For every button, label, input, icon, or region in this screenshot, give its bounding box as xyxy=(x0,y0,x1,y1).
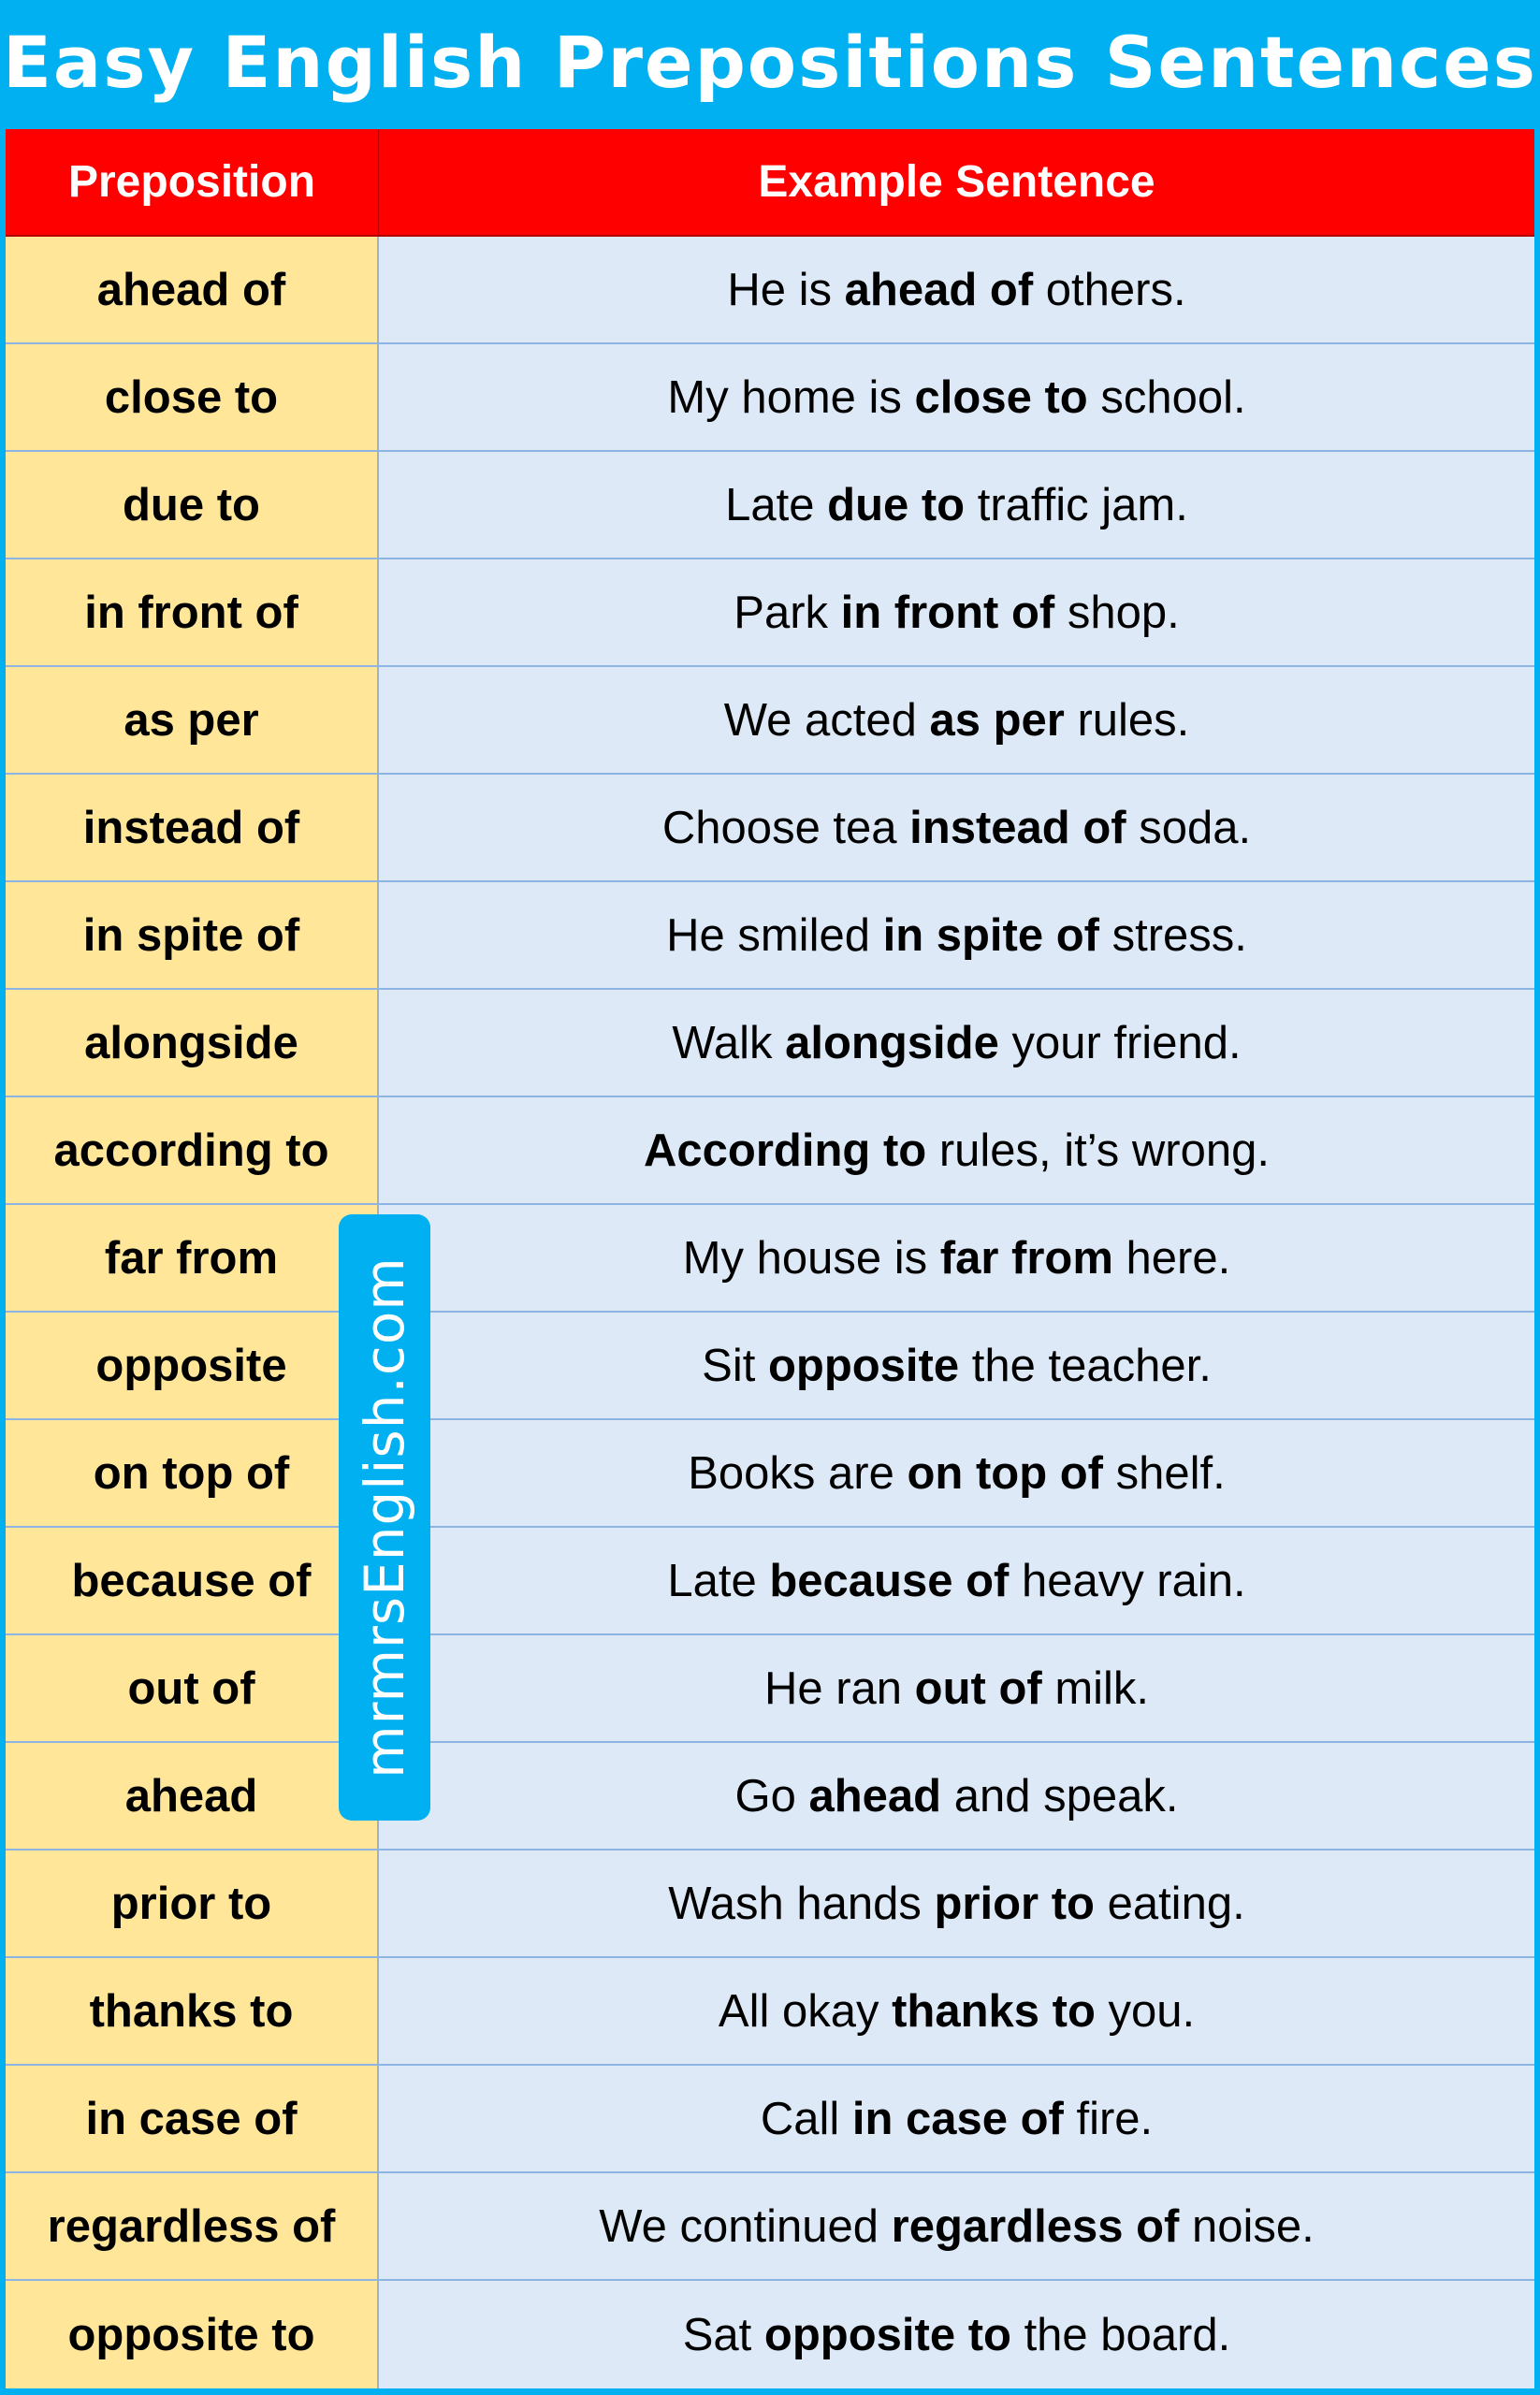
table-row xyxy=(6,2173,1534,2281)
preposition-cell: in front of xyxy=(6,559,379,665)
prepositions-table xyxy=(6,129,1534,2388)
watermark-badge xyxy=(339,1214,430,1821)
sentence-text-before: Sit xyxy=(702,1340,768,1391)
sentence-preposition-highlight: prior to xyxy=(934,1878,1095,1929)
sentence-text-after: the board. xyxy=(1010,2309,1231,2360)
table-row xyxy=(6,990,1534,1097)
sentence-text-after: heavy rain. xyxy=(1009,1555,1246,1606)
sentence-preposition-highlight: regardless of xyxy=(891,2200,1180,2252)
example-sentence-cell xyxy=(379,1743,1534,1849)
example-sentence-cell xyxy=(379,452,1534,558)
sentence-text-after: here. xyxy=(1112,1232,1231,1284)
example-sentence-cell xyxy=(379,2066,1534,2171)
sentence-preposition-highlight: instead of xyxy=(909,802,1126,853)
sentence-preposition-highlight: in case of xyxy=(851,2093,1064,2144)
watermark-text: mrmrsEnglish.com xyxy=(353,1256,417,1778)
sentence-text-after: soda. xyxy=(1126,802,1252,853)
sentence-preposition-highlight: because of xyxy=(769,1555,1010,1606)
table-row xyxy=(6,2066,1534,2173)
sentence-text-after: you. xyxy=(1095,1985,1196,2037)
sentence-text-after: and speak. xyxy=(941,1770,1179,1822)
preposition-cell: because of xyxy=(6,1528,379,1633)
preposition-cell: in spite of xyxy=(6,882,379,988)
example-sentence-cell xyxy=(379,2173,1534,2279)
example-sentence-cell xyxy=(379,882,1534,988)
sentence-text-after: fire. xyxy=(1063,2093,1154,2144)
preposition-cell: opposite xyxy=(6,1313,379,1418)
sentence-text-after: school. xyxy=(1087,371,1246,423)
table-row xyxy=(6,1420,1534,1528)
table-row xyxy=(6,1097,1534,1205)
column-header-example-sentence: Example Sentence xyxy=(758,157,1155,207)
table-row xyxy=(6,452,1534,559)
sentence-text-before: Call xyxy=(760,2093,852,2144)
sentence-text-before: He smiled xyxy=(666,909,883,961)
sentence-text-before: Books are xyxy=(688,1447,908,1499)
preposition-cell: due to xyxy=(6,452,379,558)
sentence-preposition-highlight: According to xyxy=(644,1125,927,1176)
sentence-preposition-highlight: ahead xyxy=(808,1770,942,1822)
preposition-cell: out of xyxy=(6,1635,379,1741)
example-sentence-cell xyxy=(379,559,1534,665)
preposition-cell: ahead of xyxy=(6,237,379,342)
sentence-text-after: shelf. xyxy=(1103,1447,1226,1499)
sentence-preposition-highlight: thanks to xyxy=(892,1985,1096,2037)
sentence-text-after: noise. xyxy=(1179,2200,1315,2252)
sentence-preposition-highlight: close to xyxy=(914,371,1088,423)
table-row xyxy=(6,1313,1534,1420)
sentence-text-after: rules. xyxy=(1064,694,1190,746)
example-sentence-cell xyxy=(379,667,1534,773)
preposition-cell: in case of xyxy=(6,2066,379,2171)
preposition-cell: prior to xyxy=(6,1851,379,1956)
sentence-text-after: eating. xyxy=(1094,1878,1245,1929)
title-band xyxy=(0,0,1540,129)
sentence-text-after: your friend. xyxy=(998,1017,1242,1068)
preposition-cell: instead of xyxy=(6,775,379,880)
page-title: Easy English Prepositions Sentences xyxy=(3,20,1537,104)
sentence-text-before: Wash hands xyxy=(668,1878,935,1929)
sentence-text-before: We acted xyxy=(723,694,930,746)
sentence-preposition-highlight: out of xyxy=(914,1662,1042,1714)
sentence-text-before: Late xyxy=(725,479,828,530)
table-row xyxy=(6,1635,1534,1743)
preposition-cell: on top of xyxy=(6,1420,379,1526)
sentence-text-after: stress. xyxy=(1098,909,1247,961)
table-row xyxy=(6,1205,1534,1313)
preposition-cell: far from xyxy=(6,1205,379,1311)
preposition-cell: regardless of xyxy=(6,2173,379,2279)
table-row xyxy=(6,1851,1534,1958)
table-row xyxy=(6,667,1534,775)
example-sentence-cell xyxy=(379,1097,1534,1203)
example-sentence-cell xyxy=(379,1958,1534,2064)
table-row xyxy=(6,1743,1534,1851)
sentence-preposition-highlight: on top of xyxy=(907,1447,1104,1499)
preposition-cell: according to xyxy=(6,1097,379,1203)
table-row xyxy=(6,559,1534,667)
column-header-preposition: Preposition xyxy=(6,129,379,235)
preposition-cell: as per xyxy=(6,667,379,773)
sentence-text-before: We continued xyxy=(599,2200,892,2252)
table-body xyxy=(6,237,1534,2388)
sentence-text-before: He is xyxy=(727,264,845,315)
sentence-preposition-highlight: opposite to xyxy=(763,2309,1011,2360)
table-row xyxy=(6,882,1534,990)
sentence-text-after: shop. xyxy=(1054,587,1180,638)
table-row xyxy=(6,344,1534,452)
sentence-text-after: traffic jam. xyxy=(965,479,1188,530)
example-sentence-cell xyxy=(379,1851,1534,1956)
example-sentence-cell xyxy=(379,1635,1534,1741)
table-row xyxy=(6,775,1534,882)
sentence-text-after: milk. xyxy=(1041,1662,1150,1714)
sentence-preposition-highlight: in front of xyxy=(840,587,1055,638)
example-sentence-cell xyxy=(379,1205,1534,1311)
sentence-text-before: He ran xyxy=(763,1662,915,1714)
sentence-text-before: Late xyxy=(667,1555,770,1606)
example-sentence-cell xyxy=(379,237,1534,342)
sentence-text-before: Sat xyxy=(682,2309,764,2360)
preposition-cell: ahead xyxy=(6,1743,379,1849)
sentence-preposition-highlight: ahead of xyxy=(844,264,1034,315)
sentence-preposition-highlight: alongside xyxy=(785,1017,999,1068)
sentence-text-before: Walk xyxy=(672,1017,786,1068)
example-sentence-cell xyxy=(379,2281,1534,2388)
sentence-text-before: Park xyxy=(734,587,841,638)
table-header-row xyxy=(6,129,1534,237)
sentence-text-before: My house is xyxy=(682,1232,940,1284)
example-sentence-cell xyxy=(379,344,1534,450)
preposition-cell: alongside xyxy=(6,990,379,1096)
sentence-text-before: My home is xyxy=(667,371,915,423)
sentence-preposition-highlight: far from xyxy=(939,1232,1113,1284)
sentence-text-after: rules, it’s wrong. xyxy=(926,1125,1270,1176)
preposition-cell: opposite to xyxy=(6,2281,379,2388)
sentence-text-after: the teacher. xyxy=(959,1340,1212,1391)
table-row xyxy=(6,237,1534,344)
example-sentence-cell xyxy=(379,1313,1534,1418)
sentence-text-before: Go xyxy=(734,1770,809,1822)
table-row xyxy=(6,1528,1534,1635)
preposition-cell: close to xyxy=(6,344,379,450)
table-row xyxy=(6,1958,1534,2066)
sentence-text-before: All okay xyxy=(718,1985,893,2037)
example-sentence-cell xyxy=(379,1528,1534,1633)
sentence-text-before: Choose tea xyxy=(661,802,910,853)
sentence-preposition-highlight: as per xyxy=(929,694,1065,746)
sentence-text-after: others. xyxy=(1033,264,1186,315)
example-sentence-cell xyxy=(379,775,1534,880)
example-sentence-cell xyxy=(379,990,1534,1096)
sentence-preposition-highlight: due to xyxy=(827,479,966,530)
sentence-preposition-highlight: in spite of xyxy=(882,909,1099,961)
sentence-preposition-highlight: opposite xyxy=(767,1340,960,1391)
example-sentence-cell xyxy=(379,1420,1534,1526)
preposition-cell: thanks to xyxy=(6,1958,379,2064)
table-row xyxy=(6,2281,1534,2388)
